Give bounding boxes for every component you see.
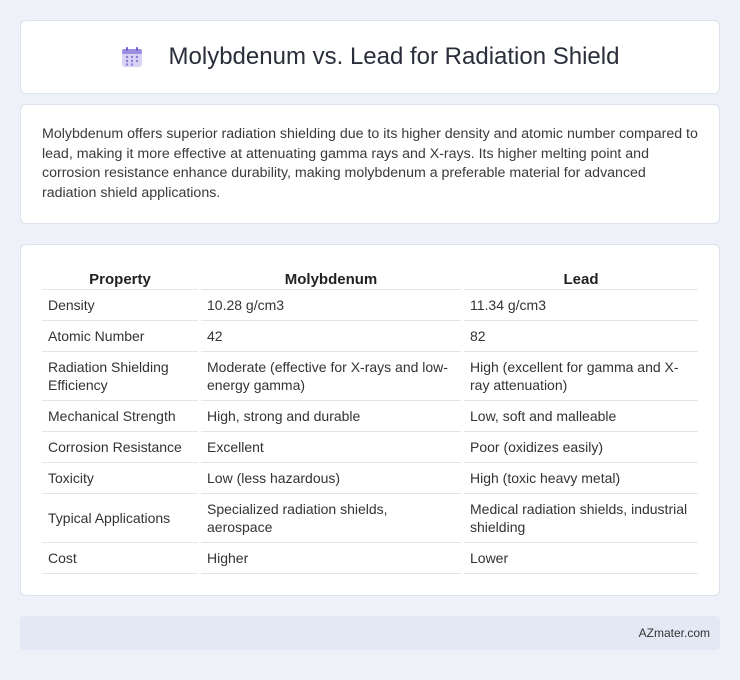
cell-property: Mechanical Strength	[42, 401, 198, 432]
table-row	[42, 290, 698, 321]
cell-molybdenum: Higher	[201, 543, 461, 574]
footer-brand: AZmater.com	[638, 626, 710, 640]
comparison-table	[39, 263, 701, 574]
cell-lead: Poor (oxidizes easily)	[464, 432, 698, 463]
table-row	[42, 432, 698, 463]
cell-property: Radiation Shielding Efficiency	[42, 352, 198, 401]
table-row	[42, 543, 698, 574]
cell-lead: Medical radiation shields, industrial shielding	[464, 494, 698, 543]
table-row	[42, 401, 698, 432]
summary-text: Molybdenum offers superior radiation shielding due to its higher density and atomic number compared to lead, making it more effective at attenuating gamma rays and X-rays. Its higher melting point and corrosion resistance enhance durability, making molybdenum a preferable material for advanced radiation shield applications.	[42, 126, 698, 201]
cell-molybdenum: 42	[201, 321, 461, 352]
cell-property: Density	[42, 290, 198, 321]
title-card	[20, 20, 720, 94]
footer	[20, 616, 720, 650]
cell-lead: 11.34 g/cm3	[464, 290, 698, 321]
cell-molybdenum: Excellent	[201, 432, 461, 463]
cell-property: Atomic Number	[42, 321, 198, 352]
table-header-row	[42, 263, 698, 290]
table-row	[42, 321, 698, 352]
table-row	[42, 352, 698, 401]
page-title: Molybdenum vs. Lead for Radiation Shield	[168, 43, 620, 70]
cell-molybdenum: 10.28 g/cm3	[201, 290, 461, 321]
header-molybdenum: Molybdenum	[201, 263, 461, 290]
cell-molybdenum: Specialized radiation shields, aerospace	[201, 494, 461, 543]
cell-property: Typical Applications	[42, 494, 198, 543]
cell-lead: High (toxic heavy metal)	[464, 463, 698, 494]
cell-molybdenum: Low (less hazardous)	[201, 463, 461, 494]
calendar-icon	[121, 46, 143, 68]
table-row	[42, 463, 698, 494]
summary-card	[20, 104, 720, 224]
cell-property: Corrosion Resistance	[42, 432, 198, 463]
cell-lead: Low, soft and malleable	[464, 401, 698, 432]
cell-property: Cost	[42, 543, 198, 574]
cell-molybdenum: High, strong and durable	[201, 401, 461, 432]
cell-property: Toxicity	[42, 463, 198, 494]
header-property: Property	[42, 263, 198, 290]
header-lead: Lead	[464, 263, 698, 290]
table-row	[42, 494, 698, 543]
cell-lead: High (excellent for gamma and X-ray attenuation)	[464, 352, 698, 401]
cell-lead: 82	[464, 321, 698, 352]
cell-molybdenum: Moderate (effective for X-rays and low-energy gamma)	[201, 352, 461, 401]
comparison-table-card	[20, 244, 720, 596]
cell-lead: Lower	[464, 543, 698, 574]
